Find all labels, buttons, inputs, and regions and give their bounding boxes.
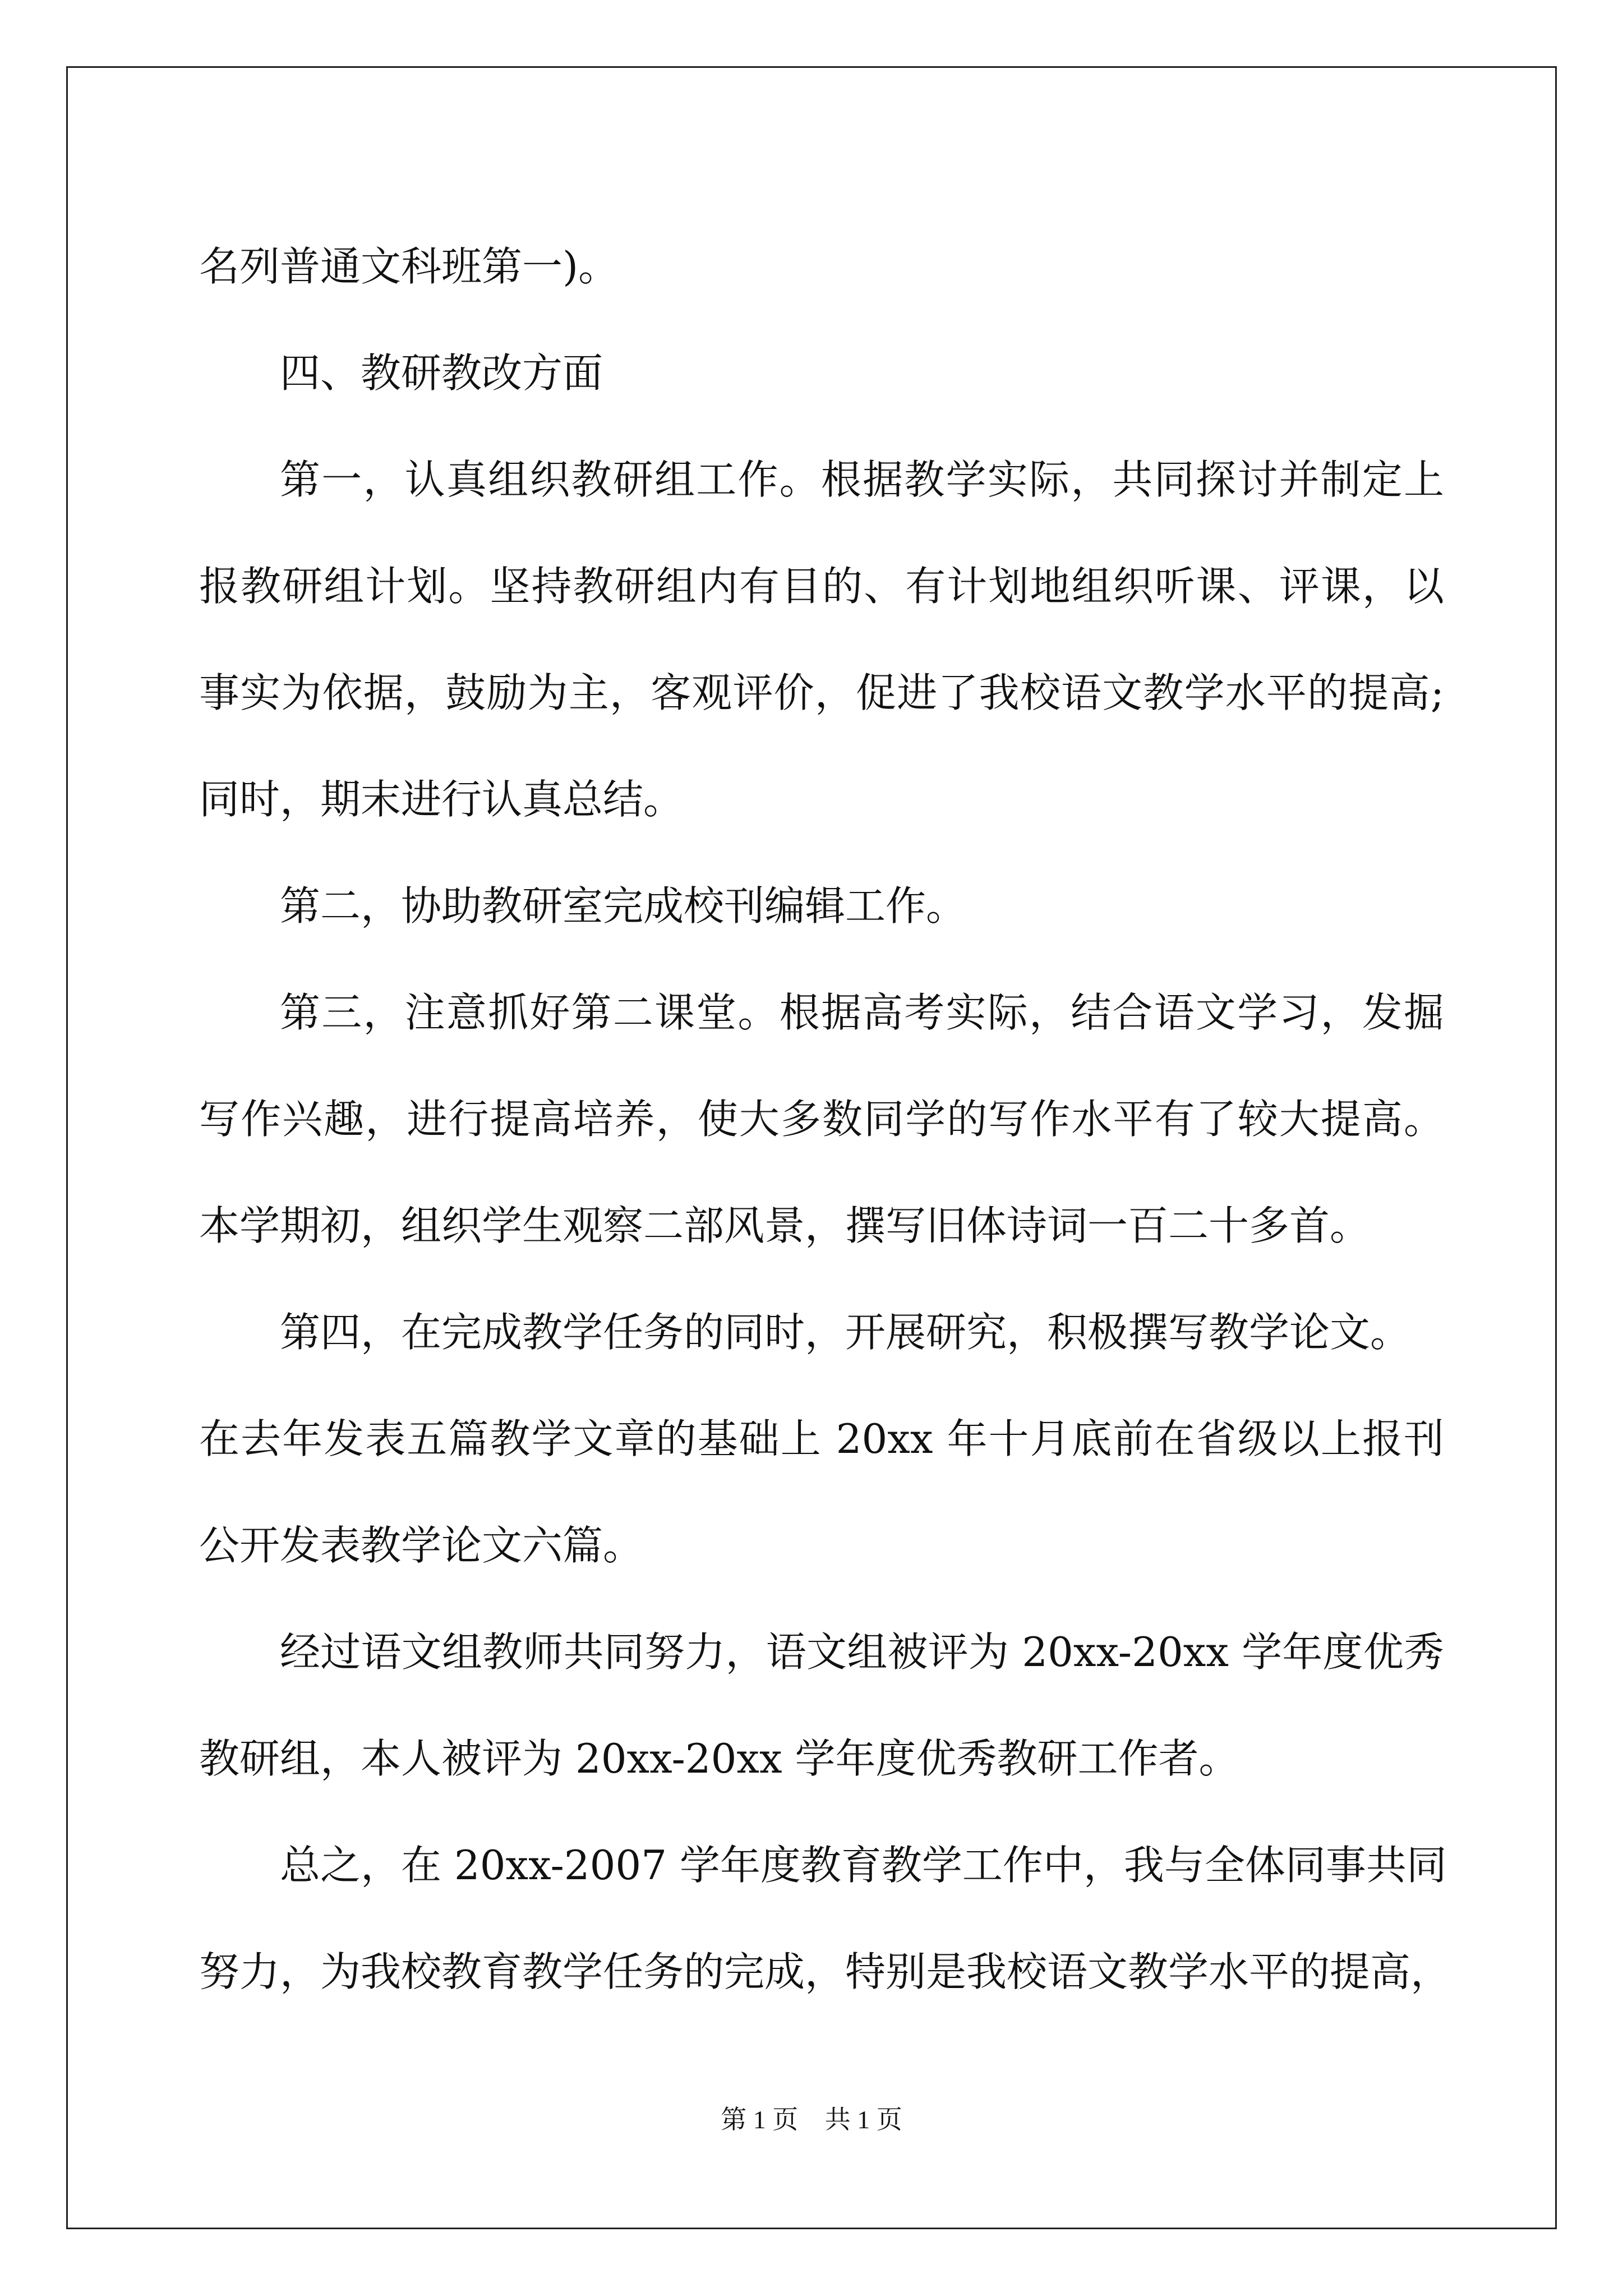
page-number: 第 1 页 — [721, 2105, 799, 2134]
text-line: 第二，协助教研室完成校刊编辑工作。 — [280, 882, 967, 930]
document-body — [199, 213, 1451, 2025]
text-line: 努力，为我校教育教学任务的完成，特别是我校语文教学水平的提高， — [199, 1948, 1451, 1995]
text-line: 第三，注意抓好第二课堂。根据高考实际，结合语文学习，发掘 — [280, 989, 1444, 1036]
text-line: 写作兴趣，进行提高培养，使大多数同学的写作水平有了较大提高。 — [199, 1096, 1444, 1143]
text-line: 教研组，本人被评为 20xx-20xx 学年度优秀教研工作者。 — [199, 1735, 1239, 1782]
text-line: 第四，在完成教学任务的同时，开展研究，积极撰写教学论文。 — [280, 1309, 1411, 1356]
text-line: 在去年发表五篇教学文章的基础上 20xx 年十月底前在省级以上报刊 — [199, 1415, 1444, 1462]
section-heading: 四、教研教改方面 — [280, 349, 603, 397]
text-line: 名列普通文科班第一)。 — [199, 243, 619, 290]
text-line: 总之，在 20xx-2007 学年度教育教学工作中，我与全体同事共同 — [280, 1842, 1447, 1889]
text-line: 事实为依据，鼓励为主，客观评价，促进了我校语文教学水平的提高; — [199, 669, 1444, 716]
text-line: 本学期初，组织学生观察二部风景，撰写旧体诗词一百二十多首。 — [199, 1202, 1371, 1249]
page-total: 共 1 页 — [824, 2105, 902, 2134]
text-line: 报教研组计划。坚持教研组内有目的、有计划地组织听课、评课，以 — [199, 563, 1444, 610]
text-line: 公开发表教学论文六篇。 — [199, 1522, 644, 1569]
text-line: 第一，认真组织教研组工作。根据教学实际，共同探讨并制定上 — [280, 456, 1444, 503]
text-line: 同时，期末进行认真总结。 — [199, 776, 684, 823]
page-footer — [0, 2099, 1623, 2136]
text-line: 经过语文组教师共同努力，语文组被评为 20xx-20xx 学年度优秀 — [280, 1628, 1444, 1676]
